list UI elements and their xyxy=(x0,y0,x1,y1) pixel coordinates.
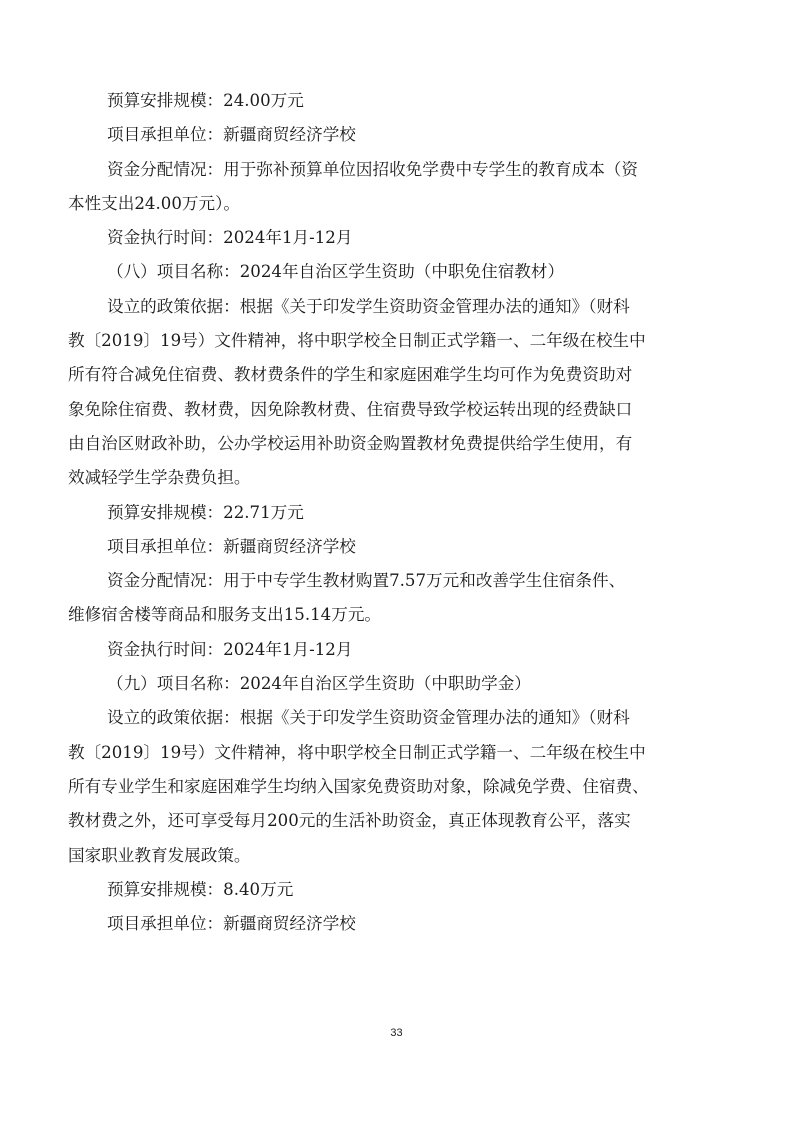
budget-scale-line: 预算安排规模：8.40万元 xyxy=(107,879,294,899)
policy-basis-continuation: 由自治区财政补助，公办学校运用补助资金购置教材免费提供给学生使用，有 xyxy=(68,433,633,453)
policy-basis-continuation: 教〔2019〕19号）文件精神，将中职学校全日制正式学籍一、二年级在校生中 xyxy=(68,331,646,351)
undertaking-unit-line: 项目承担单位：新疆商贸经济学校 xyxy=(107,536,356,556)
fund-allocation-continuation: 维修宿舍楼等商品和服务支出15.14万元。 xyxy=(68,605,382,625)
execution-time-line: 资金执行时间：2024年1月-12月 xyxy=(107,639,353,659)
document-body xyxy=(68,84,718,941)
execution-time-line: 资金执行时间：2024年1月-12月 xyxy=(107,228,353,248)
budget-scale-line: 预算安排规模：22.71万元 xyxy=(107,502,304,522)
policy-basis-continuation: 效减轻学生学杂费负担。 xyxy=(68,468,251,488)
undertaking-unit-line: 项目承担单位：新疆商贸经济学校 xyxy=(107,914,356,934)
fund-allocation-line: 资金分配情况：用于弥补预算单位因招收免学费中专学生的教育成本（资 xyxy=(107,159,638,179)
policy-basis-line: 设立的政策依据：根据《关于印发学生资助资金管理办法的通知》（财科 xyxy=(107,708,630,728)
page-number: 33 xyxy=(390,1027,403,1039)
fund-allocation-continuation: 本性支出24.00万元）。 xyxy=(68,193,240,213)
section-heading-8: （八）项目名称：2024年自治区学生资助（中职免住宿教材） xyxy=(107,262,565,282)
policy-basis-continuation: 教材费之外，还可享受每月200元的生活补助资金，真正体现教育公平，落实 xyxy=(68,811,631,831)
policy-basis-continuation: 国家职业教育发展政策。 xyxy=(68,845,251,865)
policy-basis-continuation: 象免除住宿费、教材费，因免除教材费、住宿费导致学校运转出现的经费缺口 xyxy=(68,399,633,419)
budget-scale-line: 预算安排规模：24.00万元 xyxy=(107,91,304,110)
policy-basis-continuation: 所有符合减免住宿费、教材费条件的学生和家庭困难学生均可作为免费资助对 xyxy=(68,365,633,385)
policy-basis-line: 设立的政策依据：根据《关于印发学生资助资金管理办法的通知》（财科 xyxy=(107,296,630,316)
policy-basis-continuation: 所有专业学生和家庭困难学生均纳入国家免费资助对象，除减免学费、住宿费、 xyxy=(68,776,649,796)
section-heading-9: （九）项目名称：2024年自治区学生资助（中职助学金） xyxy=(107,674,531,694)
policy-basis-continuation: 教〔2019〕19号）文件精神，将中职学校全日制正式学籍一、二年级在校生中 xyxy=(68,742,646,762)
undertaking-unit-line: 项目承担单位：新疆商贸经济学校 xyxy=(107,125,356,145)
fund-allocation-line: 资金分配情况：用于中专学生教材购置7.57万元和改善学生住宿条件、 xyxy=(107,571,626,591)
